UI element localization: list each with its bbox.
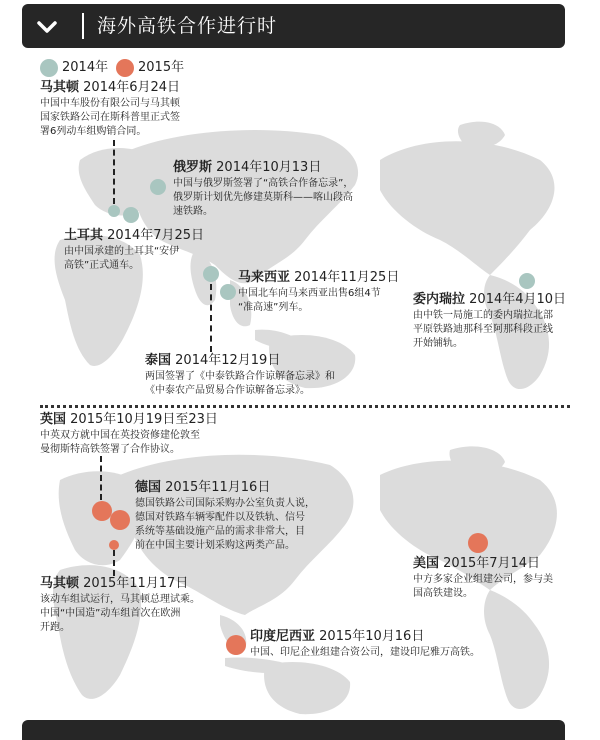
event-text-line: 由中国承建的土耳其“安伊 xyxy=(64,246,180,257)
event-text-line: 中国北车向马来西亚出售6组4节 xyxy=(238,288,381,299)
event-text-line: 中方多家企业组建公司，参与美 xyxy=(413,574,553,585)
leader-line-macedonia xyxy=(113,140,115,204)
event-venezuela-2014 xyxy=(413,292,593,351)
header-bar xyxy=(22,4,565,48)
event-date: 2015年10月19日至23日 xyxy=(70,412,218,427)
event-date: 2015年11月16日 xyxy=(165,480,271,495)
event-text-line: 《中泰农产品贸易合作谅解备忘录》。 xyxy=(145,385,310,396)
event-date: 2014年6月24日 xyxy=(83,80,181,95)
event-date: 2014年11月25日 xyxy=(294,270,400,285)
event-text xyxy=(413,309,593,351)
marker-turkey-2014[interactable] xyxy=(123,207,139,223)
event-text-line: 中国中车股份有限公司与马其顿 xyxy=(40,98,180,109)
event-place: 委内瑞拉 xyxy=(413,292,466,307)
marker-macedonia-2014[interactable] xyxy=(108,205,120,217)
event-place: 马来西亚 xyxy=(238,270,291,285)
event-text xyxy=(40,593,250,635)
event-text xyxy=(413,573,593,601)
event-text-line: “准高速”列车。 xyxy=(238,302,309,313)
event-place: 马其顿 xyxy=(40,80,80,95)
event-macedonia-2014 xyxy=(40,80,230,139)
event-thailand-2014 xyxy=(145,353,415,398)
event-text-line: 前在中国主要计划采购这两类产品。 xyxy=(135,540,295,551)
event-russia-2014 xyxy=(173,160,413,219)
event-text-line: 中国、印尼企业组建合资公司，建设印尼雅万高铁。 xyxy=(250,647,480,658)
event-uk-2015 xyxy=(40,412,270,457)
legend-dot-2015 xyxy=(116,59,134,77)
event-text xyxy=(40,429,270,457)
header-separator xyxy=(82,13,84,39)
event-text-line: 俄罗斯计划优先修建莫斯科——喀山段高 xyxy=(173,192,353,203)
event-text xyxy=(250,646,550,660)
legend-label-2015: 2015年 xyxy=(138,60,185,75)
event-indonesia-2015 xyxy=(250,629,550,660)
event-text-line: 平原铁路迪那科至阿那科段正线 xyxy=(413,324,553,335)
page-title: 海外高铁合作进行时 xyxy=(97,15,278,37)
event-date: 2015年7月14日 xyxy=(443,556,541,571)
marker-germany-2015[interactable] xyxy=(110,510,130,530)
event-place: 德国 xyxy=(135,480,162,495)
event-text-line: 德国对铁路车辆零配件以及铁轨、信号 xyxy=(135,512,305,523)
legend-label-2014: 2014年 xyxy=(62,60,109,75)
legend-dot-2014 xyxy=(40,59,58,77)
leader-line-uk xyxy=(100,456,102,500)
event-text-line: 中国与俄罗斯签署了“高铁合作备忘录”， xyxy=(173,178,354,189)
event-text-line: 署6列动车组购销合同。 xyxy=(40,126,147,137)
event-date: 2014年10月13日 xyxy=(216,160,322,175)
event-date: 2015年11月17日 xyxy=(83,576,189,591)
marker-uk-2015[interactable] xyxy=(92,501,112,521)
event-usa-2015 xyxy=(413,556,593,601)
event-malaysia-2014 xyxy=(238,270,418,315)
event-text-line: 中英双方就中国在英投资修建伦敦至 xyxy=(40,430,200,441)
event-text-line: 国家铁路公司在斯科普里正式签 xyxy=(40,112,180,123)
event-text-line: 由中铁一局施工的委内瑞拉北部 xyxy=(413,310,553,321)
section-divider xyxy=(40,405,570,408)
event-place: 马其顿 xyxy=(40,576,80,591)
event-text-line: 开始铺轨。 xyxy=(413,338,463,349)
event-place: 俄罗斯 xyxy=(173,160,213,175)
event-macedonia-2015 xyxy=(40,576,250,635)
chevron-down-icon[interactable] xyxy=(36,16,58,38)
event-place: 泰国 xyxy=(145,353,172,368)
event-place: 印度尼西亚 xyxy=(250,629,316,644)
marker-usa-2015[interactable] xyxy=(468,533,488,553)
leader-line-macedonia-2015 xyxy=(113,550,115,576)
event-text xyxy=(40,97,230,139)
event-date: 2015年10月16日 xyxy=(319,629,425,644)
event-place: 土耳其 xyxy=(64,228,104,243)
event-text-line: 两国签署了《中泰铁路合作谅解备忘录》和 xyxy=(145,371,335,382)
event-germany-2015 xyxy=(135,480,370,553)
next-section-bar xyxy=(22,720,565,740)
event-place: 英国 xyxy=(40,412,67,427)
marker-malaysia-2014[interactable] xyxy=(220,284,236,300)
event-date: 2014年4月10日 xyxy=(469,292,567,307)
event-text-line: 开跑。 xyxy=(40,622,70,633)
event-text-line: 国高铁建设。 xyxy=(413,588,473,599)
event-date: 2014年12月19日 xyxy=(175,353,281,368)
event-text-line: 曼彻斯特高铁签署了合作协议。 xyxy=(40,444,180,455)
event-text-line: 中国“中国造”动车组首次在欧洲 xyxy=(40,608,181,619)
event-text-line: 速铁路。 xyxy=(173,206,213,217)
event-date: 2014年7月25日 xyxy=(107,228,205,243)
event-place: 美国 xyxy=(413,556,440,571)
event-text xyxy=(145,370,415,398)
event-text-line: 德国铁路公司国际采购办公室负责人说， xyxy=(135,498,315,509)
leader-line-thailand xyxy=(210,284,212,352)
event-text-line: 系统等基础设施产品的需求非常大，目 xyxy=(135,526,305,537)
event-text xyxy=(173,177,413,219)
event-text xyxy=(64,245,224,273)
event-text-line: 高铁”正式通车。 xyxy=(64,260,140,271)
event-turkey-2014 xyxy=(64,228,224,273)
event-text-line: 该动车组试运行，马其顿总理试乘。 xyxy=(40,594,200,605)
marker-russia-2014[interactable] xyxy=(150,179,166,195)
marker-macedonia-2015[interactable] xyxy=(109,540,119,550)
marker-venezuela-2014[interactable] xyxy=(519,273,535,289)
event-text xyxy=(135,497,370,553)
marker-indonesia-2015[interactable] xyxy=(226,635,246,655)
event-text xyxy=(238,287,418,315)
